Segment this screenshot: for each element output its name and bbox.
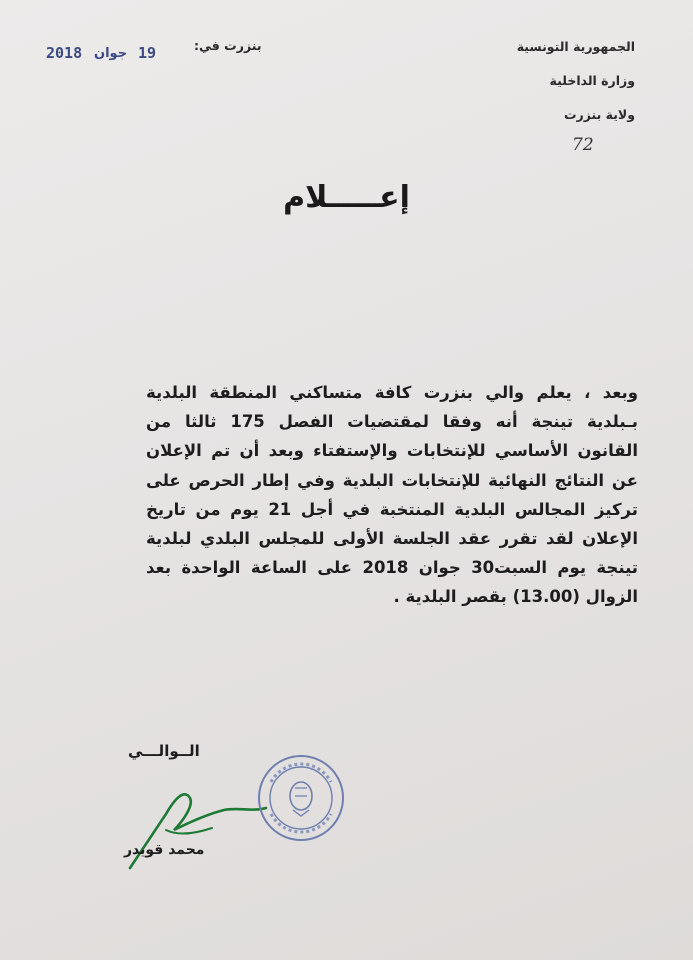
reference-number: 72	[572, 135, 594, 155]
announcement-body	[146, 378, 638, 612]
official-seal-icon	[255, 752, 347, 844]
date-month: جوان	[94, 46, 128, 61]
date-day: 19	[138, 44, 157, 62]
signatory-name: محمد قويدر	[124, 842, 205, 858]
place-label: بنزرت في:	[194, 38, 262, 53]
announcement-paragraph: وبعد ، يعلم والي بنزرت كافة متساكني المنطقة البلدية بـبلدية تينجة أنه وفقا لمقتضيات الفصل 175 ثالثا من القانون الأساسي للإنتخابات والإستفتاء وبعد أن تم الإعلان عن النتائج النهائية للإنتخابات البلدية وفي إطار الحرص على تركيز المجالس البلدية المنتخبة في أجل 21 يوم من تاريخ الإعلان لقد تقرر عقد الجلسة الأولى للمجلس البلدي لبلدية تينجة يوم السبت30 جوان 2018 على الساعة الواحدة بعد الزوال (13.00) بقصر البلدية .	[146, 383, 638, 607]
date-year: 2018	[46, 44, 83, 62]
header-governorate: ولاية بنزرت	[563, 107, 635, 122]
signatory-title: الــوالـــي	[128, 742, 200, 760]
date-stamp	[44, 38, 164, 68]
header-republic: الجمهورية التونسية	[516, 39, 635, 54]
header-ministry: وزارة الداخلية	[549, 73, 635, 88]
document-title: إعـــــلام	[283, 180, 410, 215]
